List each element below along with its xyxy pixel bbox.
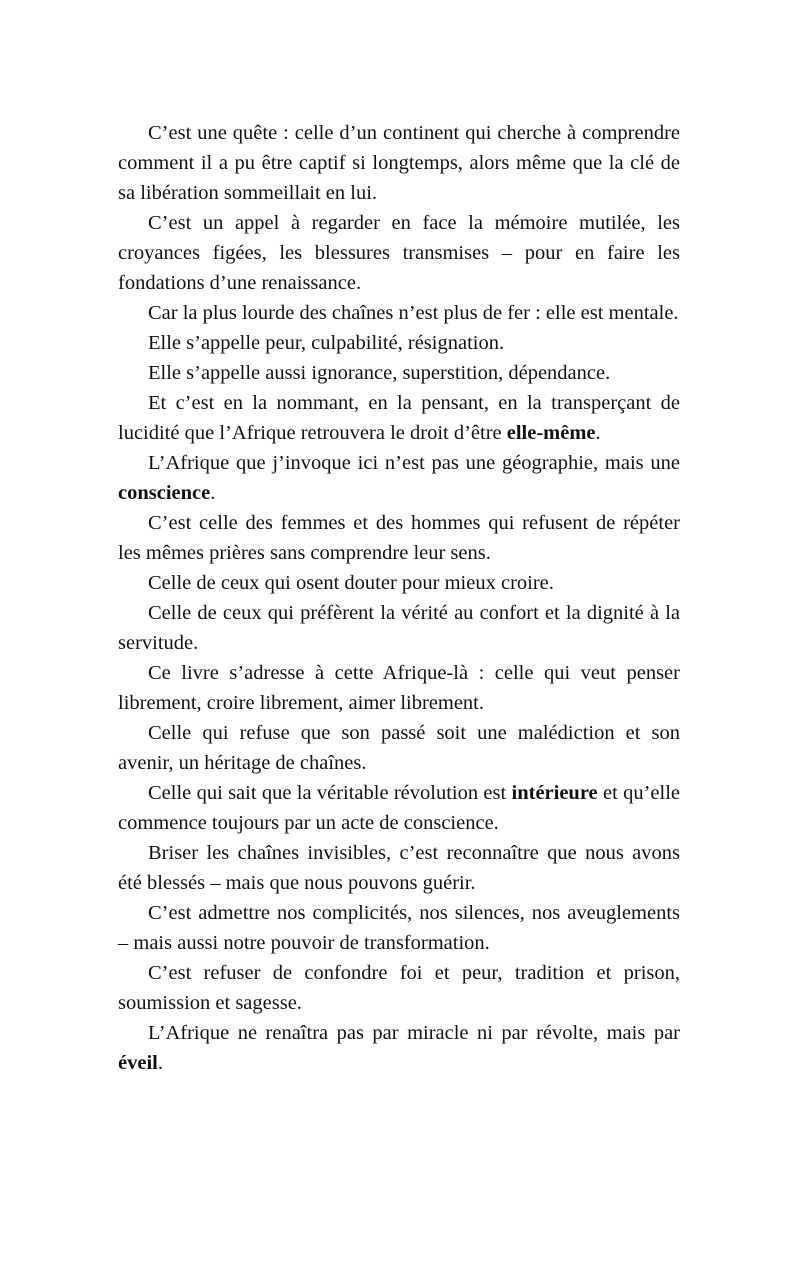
text-run: Ce livre s’adresse à cette Afrique-là : celle qui veut penser librement, croire librement, aimer librement. [118,662,680,714]
text-run: Celle qui sait que la véritable révolution est [148,782,512,804]
paragraph [118,118,680,208]
text-run: Et c’est en la nommant, en la pensant, en la transperçant de lucidité que l’Afrique retrouvera le droit d’être [118,392,680,444]
paragraph [118,778,680,838]
text-run: L’Afrique que j’invoque ici n’est pas une géographie, mais une [148,452,680,474]
paragraph [118,598,680,658]
paragraph [118,298,680,328]
paragraph [118,898,680,958]
text-run: . [595,422,601,444]
paragraph [118,958,680,1018]
paragraph [118,838,680,898]
text-run: Elle s’appelle peur, culpabilité, résignation. [148,332,505,354]
emphasis-text: intérieure [511,782,598,804]
paragraph [118,448,680,508]
paragraph [118,358,680,388]
emphasis-text: elle-même [506,422,596,444]
paragraph [118,328,680,358]
text-run: C’est admettre nos complicités, nos silences, nos aveuglements – mais aussi notre pouvoir de transformation. [118,902,680,954]
text-run: . [210,482,216,504]
paragraph [118,568,680,598]
text-run: et qu’elle commence toujours par un acte de conscience. [118,782,680,834]
text-run: C’est refuser de confondre foi et peur, tradition et prison, soumission et sagesse. [118,962,680,1014]
paragraph [118,388,680,448]
text-run: Celle qui refuse que son passé soit une malédiction et son avenir, un héritage de chaînes. [118,722,680,774]
text-run: C’est un appel à regarder en face la mémoire mutilée, les croyances figées, les blessures transmises – pour en faire les fondations d’une renaissance. [118,212,680,294]
text-run: C’est une quête : celle d’un continent qui cherche à comprendre comment il a pu être captif si longtemps, alors même que la clé de sa libération sommeillait en lui. [118,122,680,204]
paragraph [118,508,680,568]
paragraph [118,208,680,298]
emphasis-text: éveil [118,1052,158,1074]
emphasis-text: conscience [118,482,211,504]
text-run: C’est celle des femmes et des hommes qui refusent de répéter les mêmes prières sans comprendre leur sens. [118,512,680,564]
page-body [118,118,680,1078]
text-run: Celle de ceux qui préfèrent la vérité au confort et la dignité à la servitude. [118,602,680,654]
text-run: Car la plus lourde des chaînes n’est plus de fer : elle est mentale. [148,302,679,324]
paragraph [118,718,680,778]
text-run: Celle de ceux qui osent douter pour mieux croire. [148,572,554,594]
paragraph [118,1018,680,1078]
text-run: . [157,1052,163,1074]
text-run: Briser les chaînes invisibles, c’est reconnaître que nous avons été blessés – mais que nous pouvons guérir. [118,842,680,894]
text-run: L’Afrique ne renaîtra pas par miracle ni par révolte, mais par [148,1022,680,1044]
text-run: Elle s’appelle aussi ignorance, superstition, dépendance. [148,362,611,384]
paragraph [118,658,680,718]
